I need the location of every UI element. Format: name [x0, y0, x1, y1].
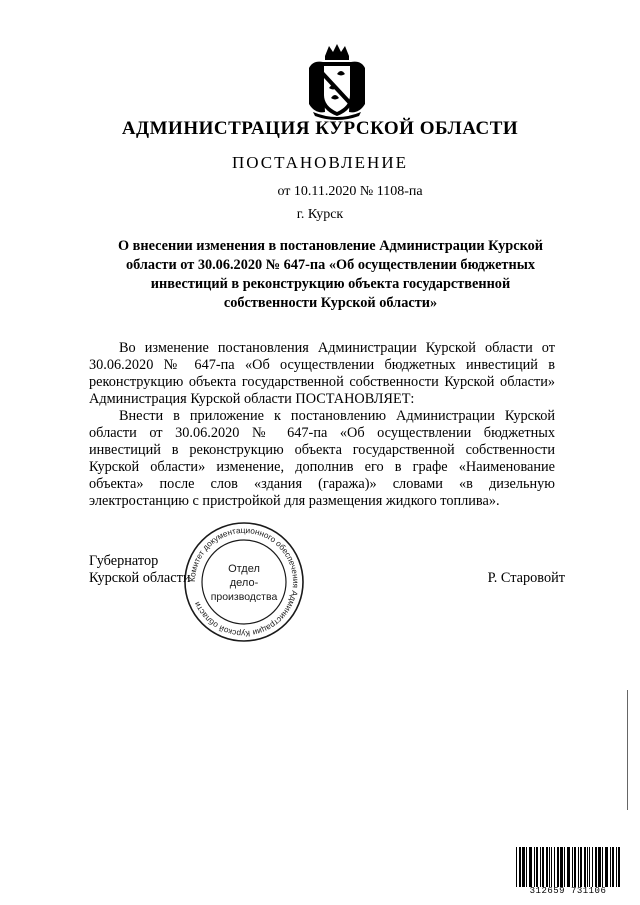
barcode-bar	[605, 847, 608, 887]
signatory-title-line-2: Курской области	[89, 570, 191, 586]
document-body	[89, 340, 555, 510]
coat-of-arms-icon	[303, 42, 371, 120]
signatory-name: Р. Старовойт	[487, 570, 565, 586]
barcode-bar	[616, 847, 617, 887]
scan-edge-mark	[626, 690, 630, 810]
document-date-number: от 10.11.2020 № 1108-па	[277, 184, 423, 199]
barcode-bar	[542, 847, 544, 887]
barcode-bar	[612, 847, 614, 887]
barcode-bar	[574, 847, 576, 887]
barcode-bar	[529, 847, 532, 887]
stamp-center-line-1: Отдел	[228, 563, 260, 575]
barcode-bar	[526, 847, 527, 887]
barcode-bar	[610, 847, 611, 887]
issuing-authority: АДМИНИСТРАЦИЯ КУРСКОЙ ОБЛАСТИ	[121, 118, 519, 139]
barcode-bar	[592, 847, 593, 887]
document-city: г. Курск	[296, 207, 344, 222]
barcode-icon	[516, 847, 620, 887]
barcode-bar	[580, 847, 582, 887]
barcode-bar	[589, 847, 590, 887]
barcode-bar	[546, 847, 548, 887]
barcode-bar	[536, 847, 538, 887]
barcode-bar	[564, 847, 565, 887]
body-paragraph-resolution: Внести в приложение к постановлению Администрации Курской области от 30.06.2020 № 647-па «Об осуществлении бюджетных инвестиций в реконструкцию объекта государственной собственности Курской области» изменение, дополнив его в графе «Наименование объекта» после слов «здания (гаража)» словами «в дизельную электростанцию с пристройкой для размещения жидкого топлива».	[89, 408, 555, 509]
body-paragraph-preamble: Во изменение постановления Администрации Курской области от 30.06.2020 № 647-па «Об осуществлении бюджетных инвестиций в реконструкцию объекта государственной собственности Курской области» Администрация Курской области ПОСТАНОВЛЯЕТ:	[89, 340, 555, 407]
stamp-center-line-3: производства	[210, 591, 278, 603]
barcode-bar	[540, 847, 541, 887]
barcode-bar	[578, 847, 579, 887]
office-stamp	[182, 520, 306, 644]
document-type: ПОСТАНОВЛЕНИЕ	[231, 153, 408, 172]
barcode-bar	[618, 847, 620, 887]
barcode-bar	[567, 847, 570, 887]
stamp-center-line-2: дело-	[229, 577, 259, 589]
barcode-bar	[522, 847, 525, 887]
barcode-bar	[572, 847, 573, 887]
barcode-bar	[554, 847, 555, 887]
barcode-bar	[519, 847, 521, 887]
stamp-ring-text: Комитет документационного обеспечения Администрации Курской области	[187, 525, 301, 639]
barcode-bar	[557, 847, 559, 887]
barcode-bar	[598, 847, 601, 887]
document-subject: О внесении изменения в постановление Администрации Курской области от 30.06.2020 № 647-па «Об осуществлении бюджетных инвестиций в реконструкцию объекта государственной собственности Курской области»	[117, 238, 544, 311]
barcode-bar	[602, 847, 603, 887]
barcode-bar	[534, 847, 535, 887]
barcode-bar	[516, 847, 517, 887]
barcode-bar	[584, 847, 586, 887]
barcode-number: 312659 731106	[529, 886, 607, 896]
signatory-title	[89, 553, 191, 587]
barcode-bar	[549, 847, 550, 887]
barcode-bar	[560, 847, 563, 887]
barcode-bar	[551, 847, 552, 887]
barcode-bar	[587, 847, 588, 887]
signatory-title-line-1: Губернатор	[89, 553, 159, 569]
barcode-bar	[595, 847, 597, 887]
